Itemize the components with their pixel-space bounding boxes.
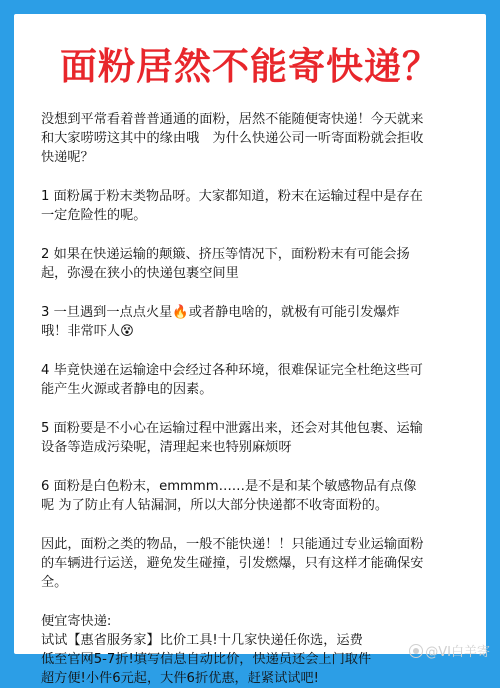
watermark-text: @VI白羊寄 [425,645,490,660]
paragraph-line: 能产生火源或者静电的因素。 [41,382,213,397]
paragraph-point-4 [41,361,465,399]
paragraph-line: 5 面粉要是不小心在运输过程中泄露出来，还会对其他包裹、运输 [41,421,423,436]
paragraph-line: 呢 为了防止有人钻漏洞，所以大部分快递都不收寄面粉的。 [41,498,389,513]
page-title: 面粉居然不能寄快递？ [60,45,440,88]
paragraph-line: 的车辆进行运送，避免发生碰撞，引发燃爆，只有这样才能确保安 [41,556,424,571]
paragraph-line: 没想到平常看着普普通通的面粉，居然不能随便寄快递！今天就来 [41,112,424,127]
paragraph-line: 因此，面粉之类的物品，一般不能快递！！只能通过专业运输面粉 [41,537,424,552]
paragraph-line: 便宜寄快递: [41,614,112,629]
paragraph-point-6 [41,477,465,515]
paragraph-line: 快递呢？ [41,150,94,165]
paragraph-line: 6 面粉是白色粉末，emmmm……是不是和某个敏感物品有点像 [41,479,417,494]
paragraph-point-1 [41,187,465,225]
paragraph-point-3 [41,303,465,341]
paragraph-line: 超方便!小件6元起，大件6折优惠，赶紧试试吧! [41,671,319,686]
paragraph-line: 和大家唠唠这其中的缘由哦 为什么快递公司一听寄面粉就会拒收 [41,131,424,146]
paragraph-line: 4 毕竟快递在运输途中会经过各种环境，很难保证完全杜绝这些可 [41,363,423,378]
paragraph-conclusion [41,535,465,592]
paragraph-promo [41,612,465,688]
paragraph-line: 试试【惠省服务家】比价工具!十几家快递任你选，运费 [41,633,363,648]
paragraph-line: 3 一旦遇到一点点火星🔥或者静电啥的，就极有可能引发爆炸 [41,305,400,320]
paragraph-line: 2 如果在快递运输的颠簸、挤压等情况下，面粉粉末有可能会扬 [41,247,410,262]
watermark-logo-icon [409,644,423,658]
paragraph-line: 一定危险性的呢。 [41,208,147,223]
paragraph-intro [41,110,465,167]
paragraph-line: 哦！非常吓人😵 [41,324,134,339]
paragraph-line: 全。 [41,575,68,590]
paragraph-line: 低至官网5-7折!填写信息自动比价，快递员还会上门取件 [41,652,372,667]
paragraph-line: 1 面粉属于粉末类物品呀。大家都知道，粉末在运输过程中是存在 [41,189,423,204]
paragraph-line: 设备等造成污染呢，清理起来也特别麻烦呀 [41,440,292,455]
article-body [41,110,465,688]
paragraph-point-5 [41,419,465,457]
watermark [409,641,490,660]
paragraph-point-2 [41,245,465,283]
content-card [14,14,486,686]
paragraph-line: 起，弥漫在狭小的快递包裹空间里 [41,266,239,281]
